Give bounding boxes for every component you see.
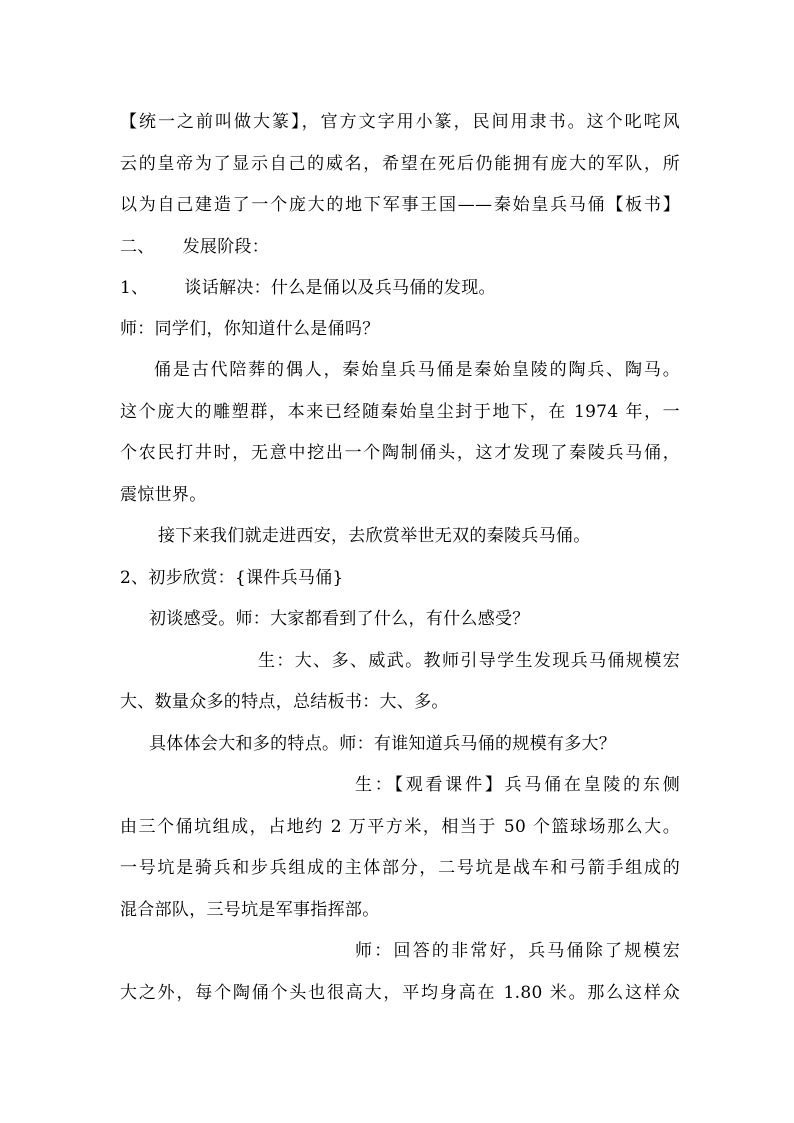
text-line-18: 由三个俑坑组成，占地约 2 万平方米，相当于 50 个篮球场那么大。 <box>120 817 680 837</box>
text-line-15: 大、数量众多的特点，总结板书：大、多。 <box>120 692 449 712</box>
subsection-number: 1、 <box>120 278 149 298</box>
text-line-6: 师：同学们，你知道什么是俑吗？ <box>120 319 380 339</box>
text-line-7: 俑是古代陪葬的偶人，秦始皇兵马俑是秦始皇陵的陶兵、陶马。 <box>154 360 680 380</box>
text-line-1: 【统一之前叫做大篆】，官方文字用小篆，民间用隶书。这个叱咤风 <box>120 112 680 132</box>
text-line-21: 师：回答的非常好，兵马俑除了规模宏 <box>355 941 680 961</box>
text-line-16: 具体体会大和多的特点。师：有谁知道兵马俑的规模有多大？ <box>149 734 617 754</box>
text-line-11: 接下来我们就走进西安，去欣赏举世无双的秦陵兵马俑。 <box>158 526 591 546</box>
text-line-19: 一号坑是骑兵和步兵组成的主体部分，二号坑是战车和弓箭手组成的 <box>120 858 680 878</box>
section-number: 二、 <box>120 237 155 257</box>
text-line-2: 云的皇帝为了显示自己的威名，希望在死后仍能拥有庞大的军队，所 <box>120 154 680 174</box>
subsection-title: 谈话解决：什么是俑以及兵马俑的发现。 <box>184 278 496 298</box>
text-line-3: 以为自己建造了一个庞大的地下军事王国——秦始皇兵马俑【板书】 <box>120 195 680 215</box>
text-line-9: 个农民打井时，无意中挖出一个陶制俑头，这才发现了秦陵兵马俑， <box>120 443 680 463</box>
text-line-10: 震惊世界。 <box>120 485 207 505</box>
subsection-heading-2: 2、初步欣赏：{课件兵马俑} <box>120 568 344 588</box>
subsection-heading-1 <box>120 277 680 299</box>
text-line-22: 大之外，每个陶俑个头也很高大，平均身高在 1.80 米。那么这样众 <box>120 983 680 1003</box>
text-line-13: 初谈感受。师：大家都看到了什么，有什么感受？ <box>149 609 530 629</box>
section-title: 发展阶段： <box>182 237 270 257</box>
text-line-17: 生：【观看课件】兵马俑在皇陵的东侧 <box>355 775 680 795</box>
text-line-8: 这个庞大的雕塑群，本来已经随秦始皇尘封于地下，在 1974 年，一 <box>120 402 680 422</box>
text-line-14: 生：大、多、威武。教师引导学生发现兵马俑规模宏 <box>258 651 680 671</box>
section-heading-2 <box>120 236 680 258</box>
text-line-20: 混合部队，三号坑是军事指挥部。 <box>120 900 380 920</box>
